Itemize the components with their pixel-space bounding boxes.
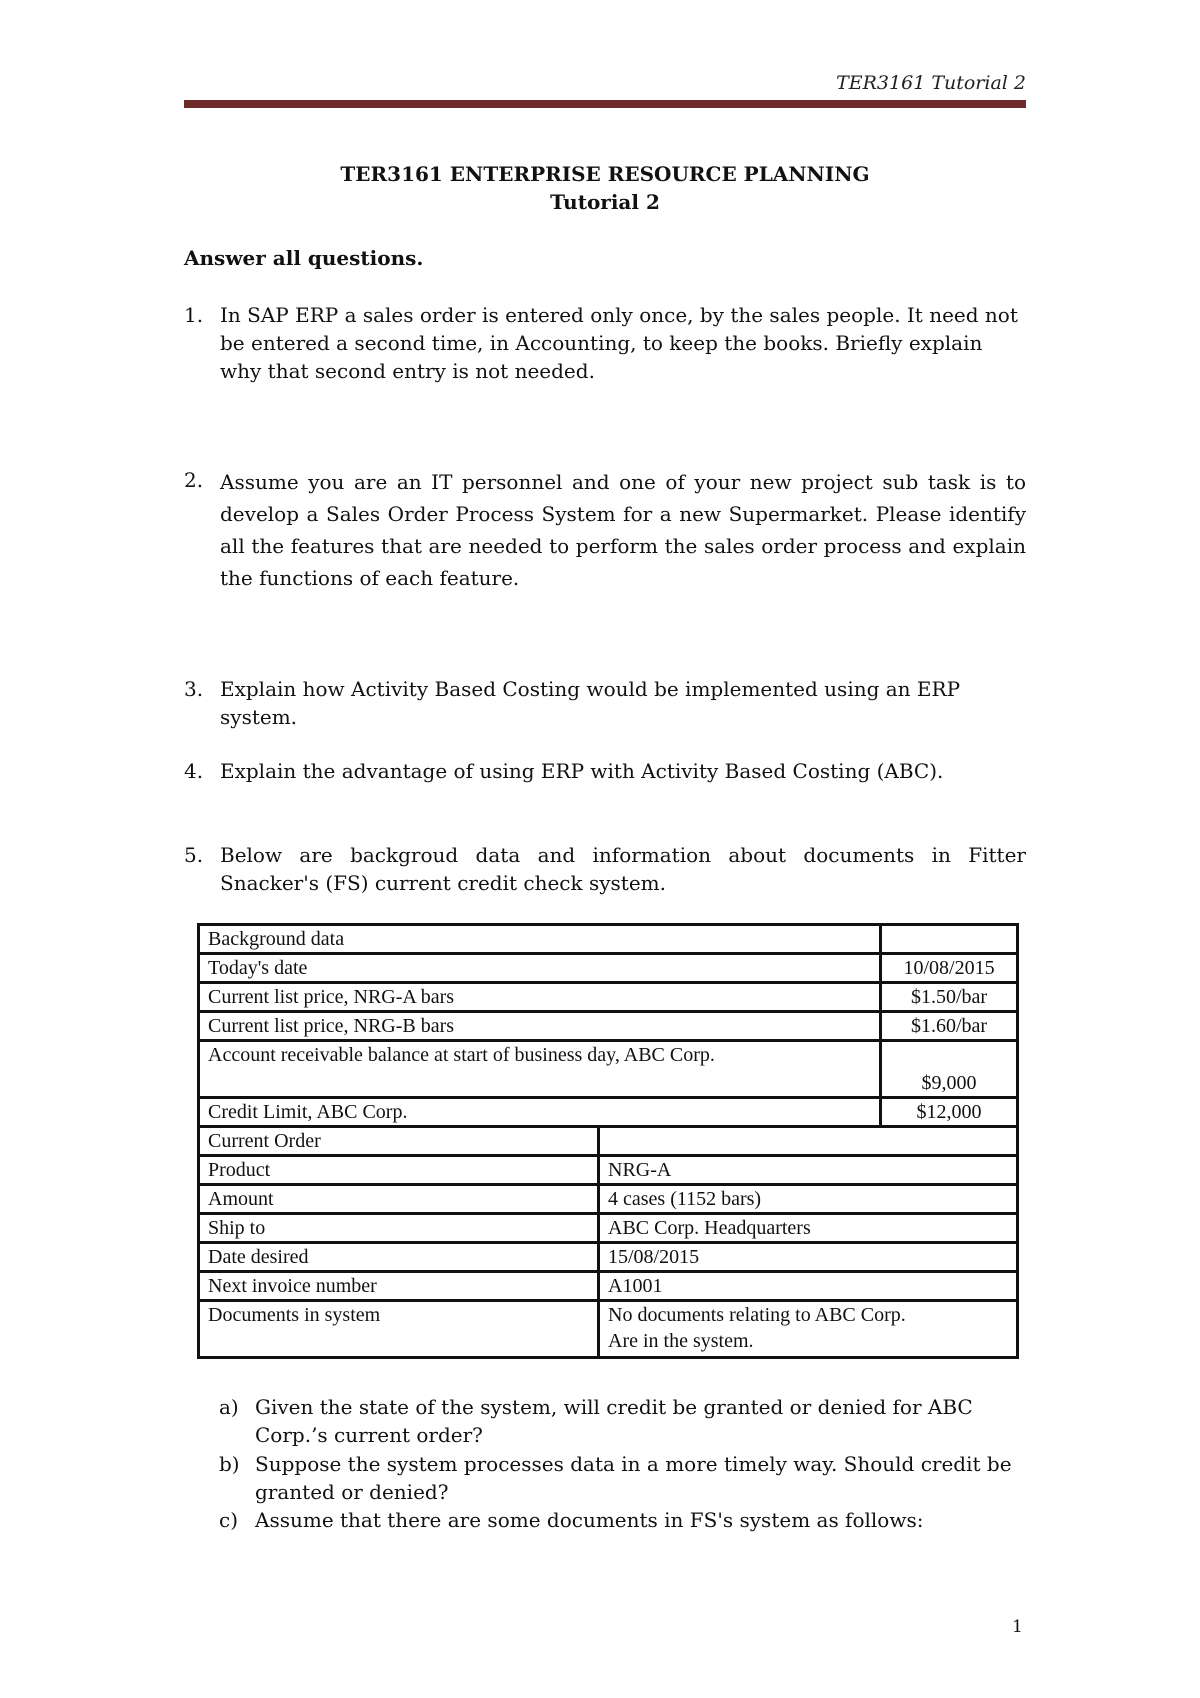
subquestion-c xyxy=(219,1506,1026,1534)
question-number: 2. xyxy=(184,468,204,492)
subquestion-a xyxy=(219,1393,1026,1449)
question-text: Explain the advantage of using ERP with Activity Based Costing (ABC). xyxy=(220,759,944,783)
subquestion-letter: b) xyxy=(219,1452,240,1476)
table-row xyxy=(199,1272,1018,1301)
table-cell-line: No documents relating to ABC Corp. xyxy=(608,1304,906,1326)
question-3 xyxy=(184,675,1026,731)
subquestion-letter: c) xyxy=(219,1508,239,1532)
table-cell-label: Current list price, NRG-B bars xyxy=(199,1012,881,1041)
page-number: 1 xyxy=(1012,1617,1023,1637)
question-text: Below are backgroud data and information about documents in Fitter Snacker's (FS) current credit check system. xyxy=(220,843,1026,895)
table-cell-value: ABC Corp. Headquarters xyxy=(599,1214,1018,1243)
instruction: Answer all questions. xyxy=(184,246,424,270)
table-cell-label: Next invoice number xyxy=(199,1272,599,1301)
table-cell-value xyxy=(599,1127,1018,1156)
question-4 xyxy=(184,757,1026,785)
table-row xyxy=(199,1301,1018,1358)
table-cell-label: Background data xyxy=(199,925,881,954)
table-cell-label: Date desired xyxy=(199,1243,599,1272)
question-text: Assume you are an IT personnel and one of your new project sub task is to develop a Sales Order Process System for a new Supermarket. Please identify all the features that are needed to perform the sales order process and explain the functions of each feature. xyxy=(220,470,1026,590)
table-cell-value: 10/08/2015 xyxy=(881,954,1018,983)
question-1 xyxy=(184,301,1026,385)
document-title: TER3161 ENTERPRISE RESOURCE PLANNING xyxy=(340,162,870,186)
table-row xyxy=(199,983,1018,1012)
table-cell-value: A1001 xyxy=(599,1272,1018,1301)
table-cell-label: Account receivable balance at start of business day, ABC Corp. xyxy=(199,1041,881,1098)
title-block xyxy=(184,160,1026,216)
table-row xyxy=(199,1041,1018,1098)
table-cell-value: 15/08/2015 xyxy=(599,1243,1018,1272)
table-cell-value xyxy=(881,925,1018,954)
question-number: 3. xyxy=(184,677,204,701)
subquestion-letter: a) xyxy=(219,1395,239,1419)
table-cell-label: Today's date xyxy=(199,954,881,983)
question-text: In SAP ERP a sales order is entered only once, by the sales people. It need not be entered a second time, in Accounting, to keep the books. Briefly explain why that second entry is not needed. xyxy=(220,303,1018,383)
subquestion-text: Given the state of the system, will credit be granted or denied for ABC Corp.’s current order? xyxy=(255,1395,973,1447)
table-cell-label: Current list price, NRG-A bars xyxy=(199,983,881,1012)
running-header: TER3161 Tutorial 2 xyxy=(836,72,1026,94)
header-rule xyxy=(184,100,1026,108)
table-cell-line: Are in the system. xyxy=(608,1330,754,1352)
subquestion-text: Assume that there are some documents in FS's system as follows: xyxy=(255,1508,924,1532)
table-row xyxy=(199,954,1018,983)
table-cell-value: $12,000 xyxy=(881,1098,1018,1127)
question-number: 5. xyxy=(184,843,204,867)
table-cell-value: $9,000 xyxy=(881,1041,1018,1098)
table-row xyxy=(199,1098,1018,1127)
table-cell-label: Product xyxy=(199,1156,599,1185)
question-5 xyxy=(184,841,1026,897)
table-row xyxy=(199,1156,1018,1185)
table-cell-label: Credit Limit, ABC Corp. xyxy=(199,1098,881,1127)
credit-check-table xyxy=(197,923,1019,1359)
table-row xyxy=(199,925,1018,954)
table-cell-value: 4 cases (1152 bars) xyxy=(599,1185,1018,1214)
table-cell-label: Documents in system xyxy=(199,1301,599,1358)
table-cell-value: $1.60/bar xyxy=(881,1012,1018,1041)
table-cell-value: $1.50/bar xyxy=(881,983,1018,1012)
table-cell-value: NRG-A xyxy=(599,1156,1018,1185)
table-row xyxy=(199,1185,1018,1214)
table-cell-label: Ship to xyxy=(199,1214,599,1243)
document-subtitle: Tutorial 2 xyxy=(550,190,660,214)
question-number: 1. xyxy=(184,303,204,327)
table-row xyxy=(199,1243,1018,1272)
table-cell-label: Current Order xyxy=(199,1127,599,1156)
subquestion-b xyxy=(219,1450,1026,1506)
table-cell-label: Amount xyxy=(199,1185,599,1214)
table-row xyxy=(199,1214,1018,1243)
subquestion-text: Suppose the system processes data in a more timely way. Should credit be granted or denied? xyxy=(255,1452,1012,1504)
table-row xyxy=(199,1127,1018,1156)
question-text: Explain how Activity Based Costing would be implemented using an ERP system. xyxy=(220,677,961,729)
question-number: 4. xyxy=(184,759,204,783)
table-row xyxy=(199,1012,1018,1041)
table-cell-value xyxy=(599,1301,1018,1358)
question-2 xyxy=(184,466,1026,594)
